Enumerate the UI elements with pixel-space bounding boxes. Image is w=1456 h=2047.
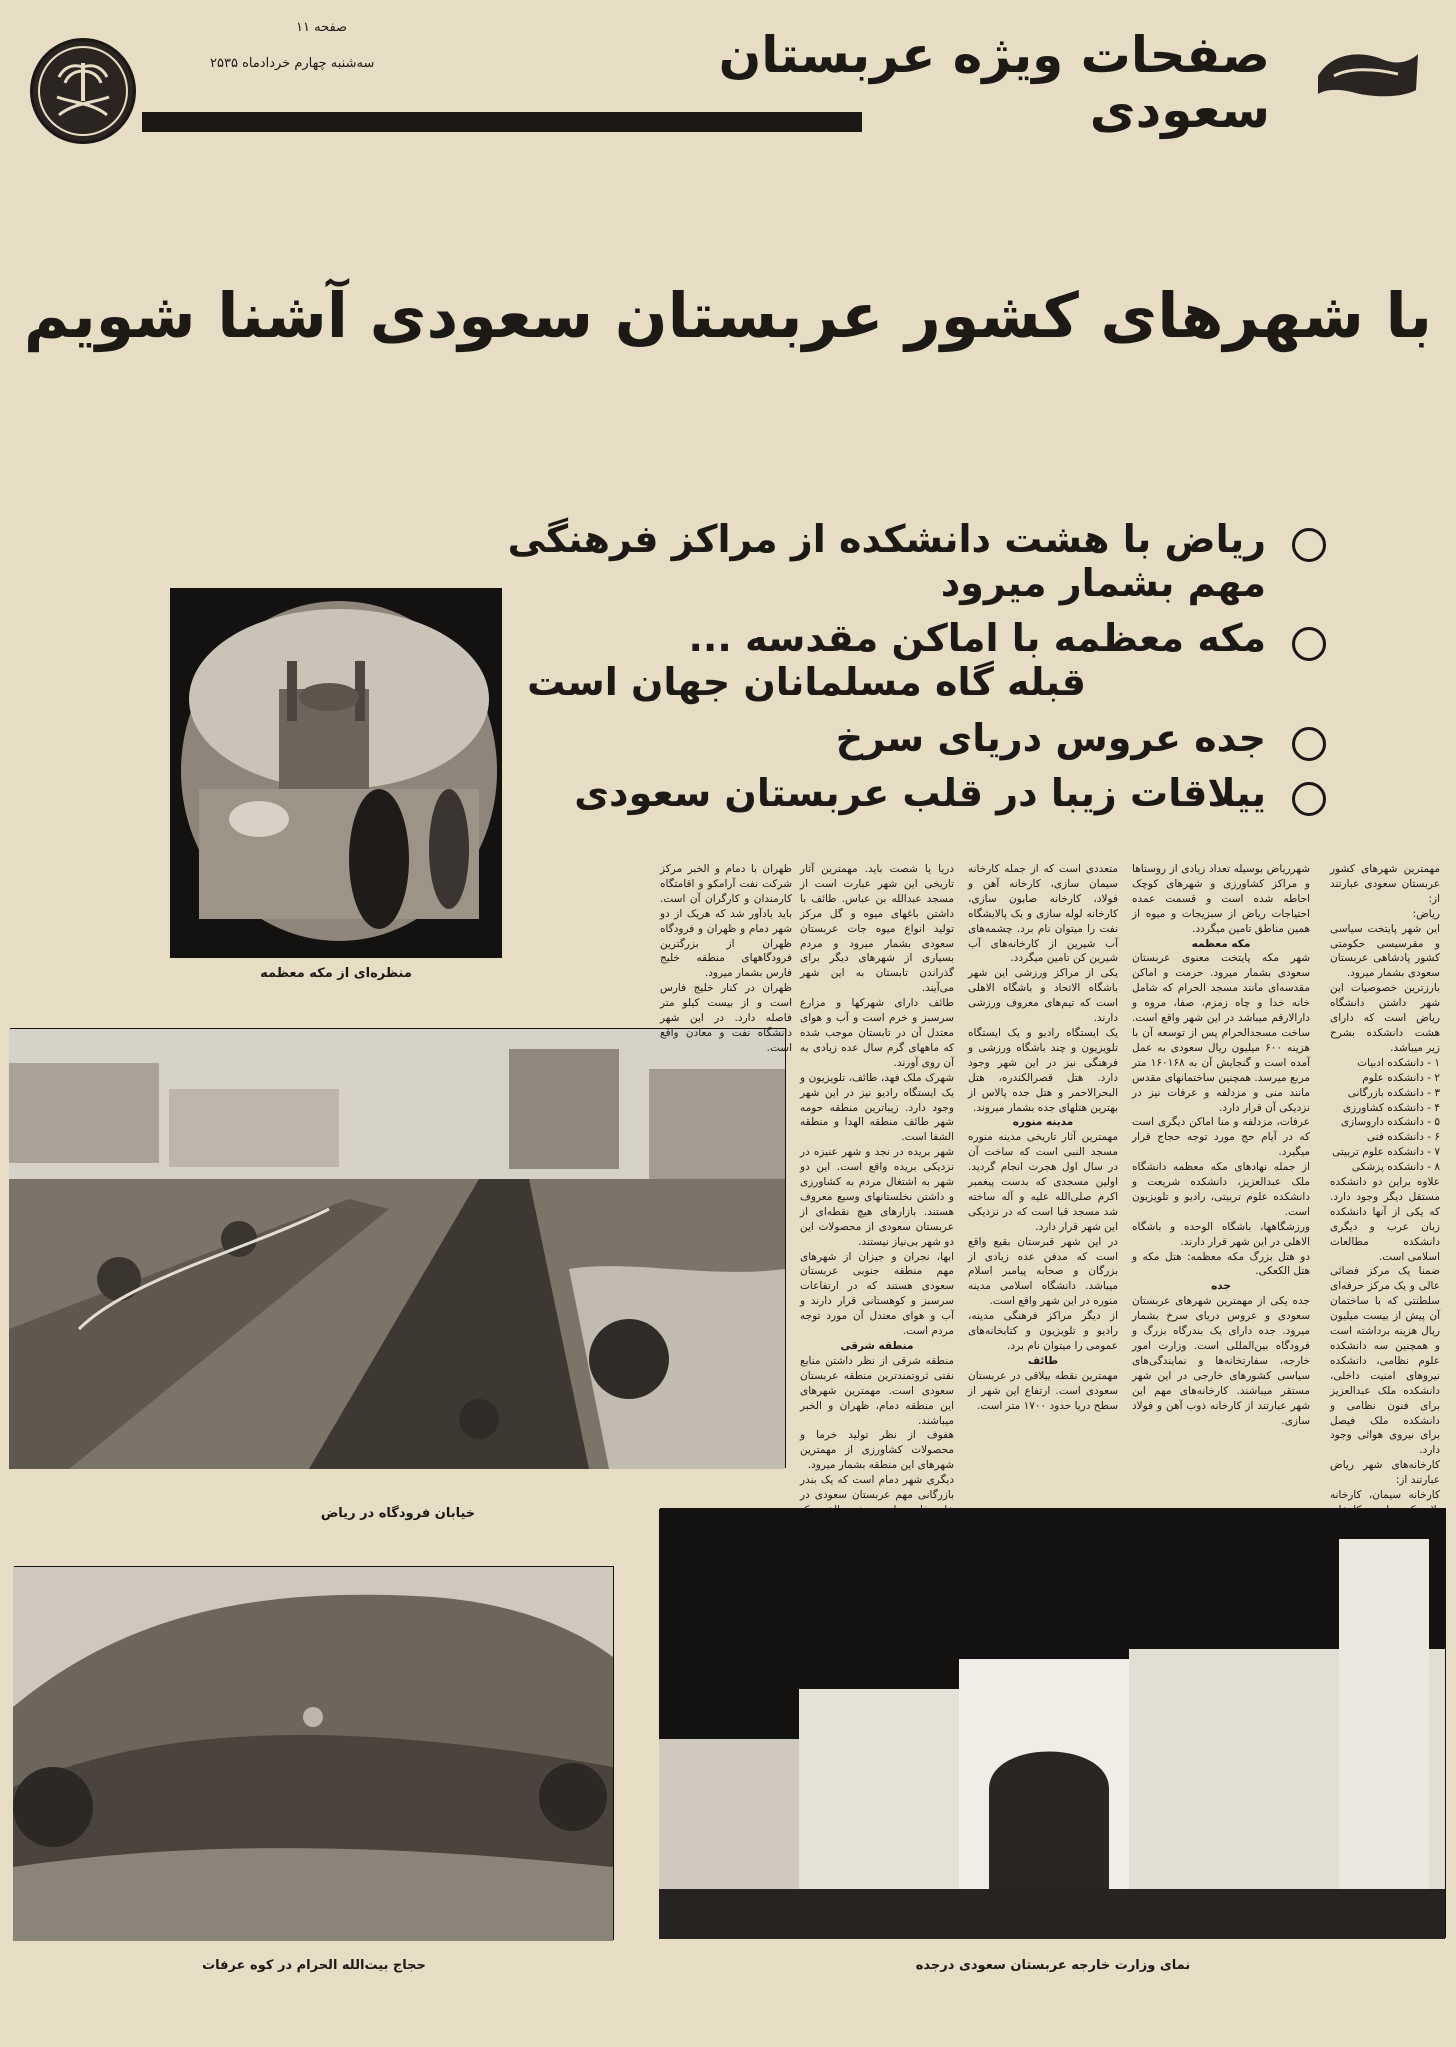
article-paragraph: هفوف از نظر تولید خرما و محصولات کشاورزی از مهمترین شهرهای این منطقه بشمار میرود. — [800, 1429, 954, 1472]
saudi-emblem-logo — [30, 38, 136, 144]
main-headline: با شهرهای کشور عربستان سعودی آشنا شویم — [23, 279, 1433, 352]
article-paragraph: دیگری شهر دمام است که یک بندر بازرگانی مهم عربستان سعودی در — [800, 1474, 954, 1502]
article-paragraph: ۱ - دانشکده ادبیات — [1357, 1056, 1440, 1069]
ministry-caption: نمای وزارت خارجه عربستان سعودی درجده — [915, 1958, 1191, 1973]
arafat-photo — [14, 1566, 614, 1940]
circle-bullet-icon — [1292, 782, 1326, 816]
mecca-caption: منظره‌ای از مکه معظمه — [260, 966, 412, 981]
ministry-photo — [660, 1508, 1446, 1938]
article-paragraph: ابها، نجران و جیزان از شهرهای مهم منطقه جنوبی عربستان سعودی هستند که در ارتفاعات سرسبز و کوهستانی قرار دارند و آب و هوای معتدل آن مورد توجه مردم است. — [800, 1250, 954, 1338]
highlight-item: ییلاقات زیبا در قلب عربستان سعودی — [446, 772, 1326, 816]
article-paragraph: ورزشگاهها، باشگاه الوحده و باشگاه الاهلی در این شهر قرار دارند. — [1132, 1220, 1310, 1248]
article-paragraph: شهر مکه پایتخت معنوی عربستان سعودی بشمار میرود. حرمت و اماکن مقدسه‌ای مانند مسجد الحرام که شامل خانه خدا و چاه زمزم، صفا، مروه و دارالارقم میباشد در این شهر واقع است. ساخت مسجدالحرام پس از توسعه آن با هزینه ۶۰۰ میلیون ریال سعودی به عمل آمده است و گنجایش آن به ۱۶۰۱۶۸ متر مربع میرسد. همچنین ساختمانهای مقدس مانند منی و مزدلفه و عرفات نیز در نزدیکی آن قرار دارد. — [1132, 952, 1311, 1114]
article-paragraph: علاوه براین دو دانشکده مستقل دیگر وجود دارد. که یکی از آنها دانشکده زبان عرب و دیگری دانشکده مطالعات اسلامی است. — [1330, 1176, 1440, 1263]
riyadh-caption: خیابان فرودگاه در ریاض — [320, 1506, 476, 1521]
article-paragraph: ۲ - دانشکده علوم — [1362, 1071, 1440, 1084]
section-title: صفحات ویژه عربستان سعودی — [718, 26, 1270, 139]
arafat-caption: حجاج بیت‌الله الحرام در کوه عرفات — [202, 1958, 426, 1973]
circle-bullet-icon — [1292, 627, 1326, 661]
highlight-item: ریاض با هشت دانشکده از مراکز فرهنگی مهم بشمار میرود — [446, 518, 1326, 605]
article-paragraph: منطقه شرقی از نظر داشتن منابع نفتی ثروتمندترین منطقه عربستان سعودی است. مهمترین شهرهای این منطقه دمام، ظهران و الخبر میباشند. — [800, 1354, 954, 1427]
article-paragraph: شهرریاض بوسیله تعداد زیادی از روستاها و مراکز کشاورزی و شهرهای کوچک احاطه شده است و قسمت عمده احتیاجات ریاض از سبزیجات و میوه از همین مناطق تامین میگردد. — [1132, 863, 1310, 935]
article-paragraph: یک ایستگاه رادیو و یک ایستگاه تلویزیون و چند باشگاه ورزشی و فرهنگی نیز در این شهر وجود دارد. هتل قصرالکندره، هتل البحرالاحمر و هتل جده پالاس از بهترین هتلهای جده بشمار میروند. — [968, 1026, 1118, 1114]
riyadh-street-photo — [10, 1028, 786, 1468]
article-paragraph: ضمنا یک مرکز فضائی عالی و یک مرکز حرفه‌ای سلطنتی که با ساختمان آن پیش از بیست میلیون ریال هزینه برداشته است و همچنین سه دانشکده علوم نظامی، دانشکده نیروهای امنیت داخلی، دانشکده ملک عبدالعزیز برای فنون نظامی و دانشکده ملک فیصل برای نیروی هوائی وجود دارد. — [1330, 1265, 1440, 1457]
article-paragraph: ۸ - دانشکده پزشکی — [1351, 1161, 1440, 1174]
article-column-3 — [968, 862, 1118, 1490]
article-column-4 — [800, 862, 954, 1502]
article-paragraph: ریاض: — [1412, 907, 1440, 920]
article-paragraph: ظهران با دمام و الخبر مرکز شرکت نفت آرامکو و اقامتگاه کارمندان و کارگران آن است. باید یادآور شد که هریک از دو شهر دمام و ظهران و فرودگاه ظهران از بزرگترین فرودگاههای منطقه خلیج فارس بشمار میرود. — [660, 863, 792, 980]
article-paragraph: جده یکی از مهمترین شهرهای عربستان سعودی و عروس دریای سرخ بشمار میرود. جده دارای یک بندرگاه بزرگ و فرودگاه بین‌المللی است. وزارت امور خارجه، سفارتخانه‌ها و نمایندگی‌های سیاسی کشورهای خارجی در این شهر مستقر میباشند. کارخانه‌های مهم این شهر عبارتند از کارخانه ذوب آهن و فولاد سازی. — [1132, 1295, 1310, 1427]
article-paragraph: ۵ - دانشکده داروسازی — [1340, 1116, 1440, 1129]
article-paragraph: دو هتل بزرگ مکه معظمه: هتل مکه و هتل الکعکی. — [1132, 1250, 1310, 1278]
article-paragraph: طائف — [1027, 1354, 1059, 1367]
circle-bullet-icon — [1292, 727, 1326, 761]
article-paragraph: عرفات، مزدلفه و منا اماکن دیگری است که در آیام حج مورد توجه حجاج قرار میگیرد. — [1132, 1116, 1310, 1159]
article-paragraph: ۴ - دانشکده کشاورزی — [1342, 1101, 1440, 1114]
article-paragraph: متعددی است که از جمله کارخانه سیمان سازی، کارخانه آهن و فولاد، کارخانه صابون سازی، کارخانه لوله سازی و یک پالایشگاه نفت را میتوان نام برد. چشمه‌های آب شیرین از کارخانه‌های آب شیرین کن تامین میگردد. — [968, 863, 1118, 965]
article-paragraph: بارزترین خصوصیات این شهر داشتن دانشگاه ریاض است که دارای هشت دانشکده بشرح زیر میباشد. — [1330, 982, 1440, 1054]
article-column-5 — [660, 862, 792, 1054]
article-paragraph: از جمله نهادهای مکه معظمه دانشگاه ملک عبدالعزیز، دانشکده شریعت و دانشکده علوم تربیتی، رادیو و تلویزیون است. — [1132, 1161, 1310, 1218]
article-paragraph: در این شهر قبرستان بقیع واقع است که مدفن عده زیادی از بزرگان و صحابه پیامبر اسلام میباشد. دانشگاه اسلامی مدینه منوره در این شهر واقع است. — [968, 1235, 1118, 1308]
circle-bullet-icon — [1292, 528, 1326, 562]
article-paragraph: منطقه شرقی — [840, 1340, 914, 1352]
article-column-2 — [1132, 862, 1310, 1522]
article-paragraph: شهرک ملک فهد، طائف، تلویزیون و یک ایستگاه رادیو نیز در این شهر وجود دارد. زیباترین منطقه حومه شهر طائف منطقه الهدا و منطقه الشفا است. — [800, 1071, 954, 1144]
article-paragraph: از دیگر مراکز فرهنگی مدینه، رادیو و تلویزیون و کتابخانه‌های عمومی را میتوان نام برد. — [968, 1310, 1118, 1352]
palm-and-swords-icon — [33, 41, 133, 141]
issue-date: سه‌شنبه چهارم خرداد‌ماه ۲۵۳۵ — [210, 56, 375, 71]
article-paragraph: طائف دارای شهرکها و مزارع سرسبز و خرم است و آب و هوای معتدل آن در تابستان موجب شده که ماههای گرم سال عده زیادی به آن روی آورند. — [800, 997, 954, 1069]
page-number: صفحه ۱۱ — [296, 20, 348, 35]
highlight-item: جده عروس دریای سرخ — [446, 717, 1326, 761]
article-paragraph: ۳ - دانشکده بازرگانی — [1347, 1086, 1440, 1099]
article-paragraph: ظهران در کنار خلیج فارس است و از بیست کیلو متر فاصله دارد. در این شهر دانشگاه نفت و معادن واقع است. — [660, 982, 792, 1054]
article-paragraph: ۶ - دانشکده فنی — [1366, 1131, 1440, 1144]
article-paragraph: کارخانه‌های شهر ریاض عبارتند از: — [1330, 1459, 1440, 1487]
article-paragraph: مهمترین آثار تاریخی مدینه منوره مسجد النبی است که ساخت آن در سال اول هجرت انجام گردید. اولین مسجدی که بدست پیغمبر اکرم صلی‌الله علیه و آله ساخته شد مسجد قبا است که در نزدیکی این شهر قرار دارد. — [968, 1131, 1118, 1233]
article-paragraph: کارخانه سیمان، کارخانه — [1330, 1489, 1440, 1502]
article-paragraph: این شهر پایتخت سیاسی و مقرسیسی حکومتی کشور پادشاهی عربستان سعودی بشمار میرود. — [1330, 922, 1440, 980]
highlights-list — [446, 518, 1326, 828]
highlight-item: مکه معظمه با اماکن مقدسه ... قبله گاه مسلمانان جهان است — [446, 617, 1326, 704]
article-paragraph: مکه معظمه — [1191, 937, 1251, 950]
ettelaat-logo — [1312, 46, 1422, 102]
article-paragraph: مهمترین شهرهای کشور عربستان سعودی عبارتند از: — [1330, 863, 1440, 905]
article-paragraph: دریا یا شصت باید. مهمترین آثار تاریخی این شهر عبارت است از مسجد عبدالله بن عباس. طائف با داشتن باغهای میوه و گل مرکز تولید انواع میوه جات عربستان سعودی بشمار میرود و مردم بسیاری از شهرهای دیگر برای گذراندن تابستان به این شهر می‌آیند. — [800, 863, 954, 995]
article-column-1 — [1330, 862, 1440, 1530]
article-paragraph: شهر بریده در نجد و شهر عنیزه در نزدیکی بریده واقع است. این دو شهر به اشتغال مردم به کشاورزی و داشتن نخلستانهای وسیع معروف هستند. بازارهای هیچ نقطه‌ای از عربستان سعودی از محصولات این دو شهر بی‌نیاز نیستند. — [800, 1146, 954, 1248]
article-paragraph: یکی از مراکز ورزشی این شهر باشگاه الاتحاد و باشگاه الاهلی است که تیم‌های معروف ورزشی دارند. — [968, 967, 1118, 1025]
article-paragraph: ۷ - دانشکده علوم تربیتی — [1332, 1146, 1440, 1159]
article-paragraph: مهمترین نقطه ییلاقی در عربستان سعودی است. ارتفاع این شهر از سطح دریا حدود ۱۷۰۰ متر است. — [968, 1369, 1118, 1412]
article-paragraph: مدینه منوره — [1012, 1116, 1074, 1129]
article-paragraph: جده — [1211, 1280, 1231, 1293]
mecca-photo — [170, 588, 502, 958]
header-rule — [142, 112, 862, 132]
